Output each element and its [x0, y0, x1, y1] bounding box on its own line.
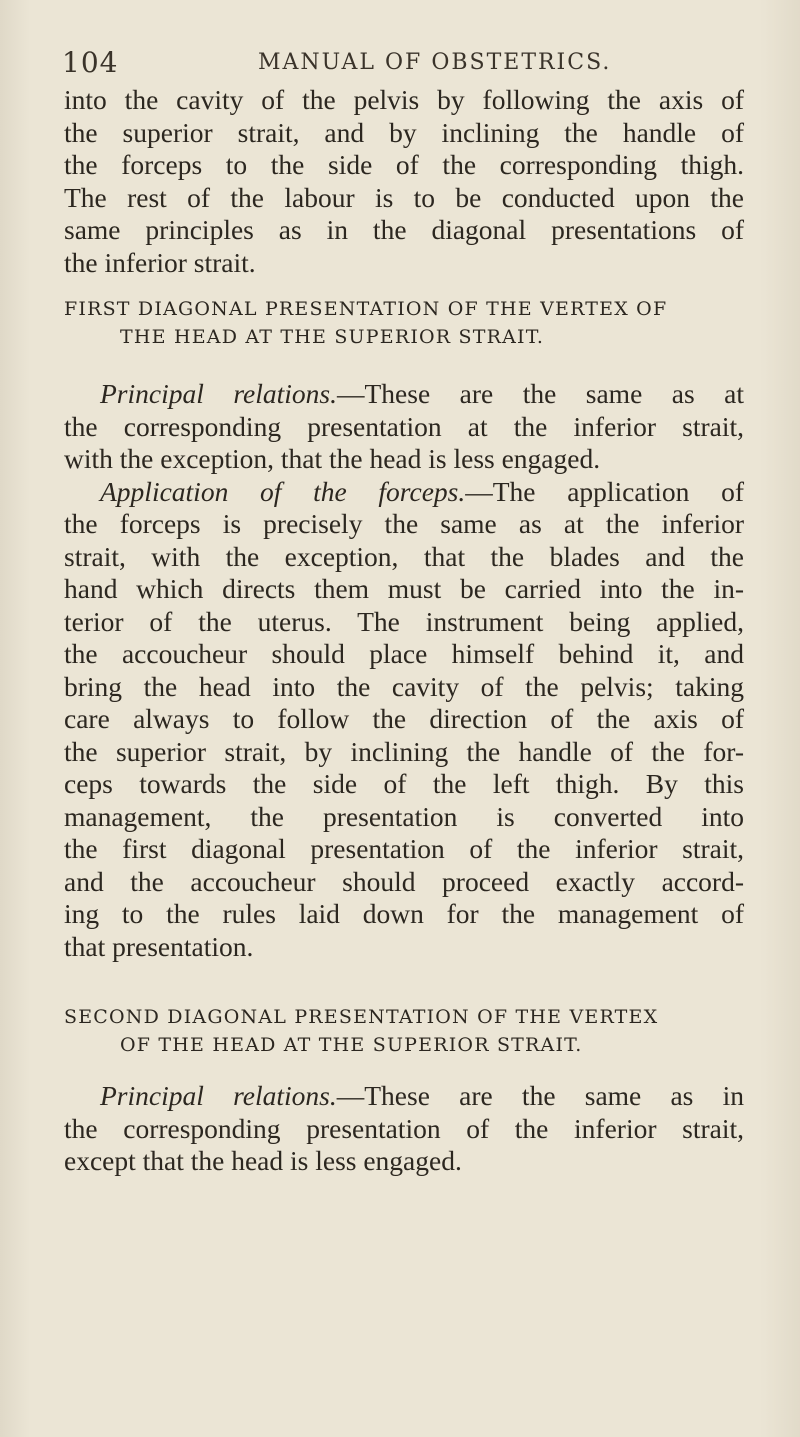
text-line: bring the head into the cavity of the pelvis; taking [64, 670, 744, 702]
text-line: management, the presentation is converted into [64, 800, 744, 832]
text-line: the corresponding presentation of the inferior strait, [64, 1112, 744, 1144]
relations-label: Principal relations. [100, 1080, 337, 1111]
text-line: the corresponding presentation at the inferior strait, [64, 410, 744, 442]
text-line: with the exception, that the head is less engaged. [64, 443, 601, 474]
page-number: 104 [62, 46, 119, 79]
section-second-body [64, 1080, 744, 1178]
text-line: the forceps to the side of the corresponding thigh. [64, 149, 744, 180]
text-line [64, 1080, 744, 1113]
text-line: ceps towards the side of the left thigh. By this [64, 768, 744, 799]
text-line: the inferior strait. [64, 246, 256, 278]
text-line: strait, with the exception, that the blades and the [64, 540, 744, 572]
text-line: terior of the uterus. The instrument being applied, [64, 605, 744, 637]
text-line: and the accoucheur should proceed exactly accord- [64, 865, 744, 897]
text-line: the superior strait, and by inclining the handle of [64, 116, 744, 148]
section-first-body [64, 378, 744, 963]
heading-line: SECOND DIAGONAL PRESENTATION OF THE VERTEX [64, 1006, 659, 1028]
text-line: same principles as in the diagonal presentations of [64, 214, 744, 245]
heading-line: FIRST DIAGONAL PRESENTATION OF THE VERTEX OF [64, 298, 668, 320]
heading-line: OF THE HEAD AT THE SUPERIOR STRAIT. [120, 1034, 583, 1056]
heading-line: THE HEAD AT THE SUPERIOR STRAIT. [120, 326, 545, 348]
text-line: the superior strait, by inclining the handle of the for- [64, 735, 744, 767]
text-line: care always to follow the direction of the axis of [64, 703, 744, 734]
text-line [64, 476, 744, 509]
section-heading-first [64, 295, 754, 351]
text-line: ing to the rules laid down for the management of [64, 898, 744, 929]
running-title: MANUAL OF OBSTETRICS. [258, 50, 612, 75]
relations-text: —These are the same as at [337, 378, 744, 409]
text-line: The rest of the labour is to be conducted upon the [64, 181, 744, 213]
text-line: the forceps is precisely the same as at the inferior [64, 508, 744, 539]
text-line: except that the head is less engaged. [64, 1145, 462, 1176]
running-head [62, 46, 762, 86]
relations-label: Principal relations. [100, 378, 337, 409]
text-line: that presentation. [64, 930, 254, 962]
text-line: the accoucheur should place himself behind it, and [64, 638, 744, 669]
section-heading-second [64, 1003, 754, 1059]
intro-paragraph [64, 84, 744, 279]
relations-text: —These are the same as in [336, 1080, 744, 1111]
application-label: Application of the forceps. [100, 475, 466, 507]
text-line: the first diagonal presentation of the inferior strait, [64, 833, 744, 864]
text-line: hand which directs them must be carried into the in- [64, 573, 744, 604]
text-line: into the cavity of the pelvis by following the axis of [64, 84, 744, 115]
application-text: —The application of [465, 475, 744, 507]
text-line [64, 378, 744, 411]
